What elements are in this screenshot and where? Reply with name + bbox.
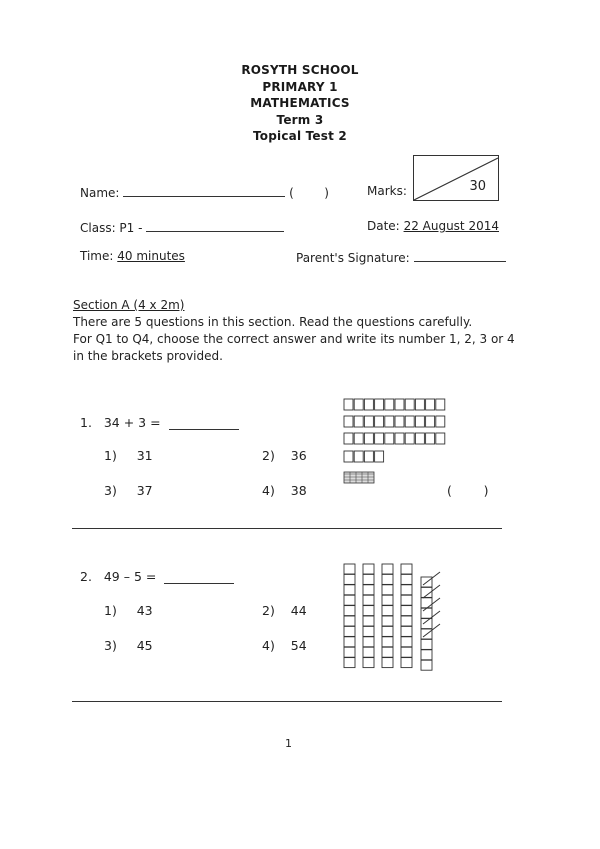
tens-unit-square <box>401 647 412 657</box>
instruction-line-2: For Q1 to Q4, choose the correct answer and write its number 1, 2, 3 or 4 <box>73 332 515 346</box>
subject: MATHEMATICS <box>250 96 350 110</box>
option-value: 31 <box>136 448 153 463</box>
tens-unit-square <box>401 585 412 595</box>
q2-tens-columns <box>344 564 432 670</box>
school-name: ROSYTH SCHOOL <box>241 63 359 77</box>
option-value: 36 <box>290 448 307 463</box>
level: PRIMARY 1 <box>262 79 338 94</box>
instruction-line-1: There are 5 questions in this section. Read the questions carefully. <box>73 315 473 329</box>
option-number: 1) <box>104 448 117 463</box>
tens-unit-square <box>401 595 412 605</box>
tens-unit-square <box>401 637 412 647</box>
tens-unit-square <box>344 585 355 595</box>
tens-unit-square <box>344 595 355 605</box>
tens-unit-square <box>344 626 355 636</box>
page-number: 1 <box>285 737 292 750</box>
option-value: 44 <box>290 603 307 618</box>
ones-square <box>421 660 432 670</box>
question-text: 34 + 3 = <box>103 415 161 430</box>
tens-unit-square <box>363 658 374 668</box>
test-title: Topical Test 2 <box>253 129 347 143</box>
ones-square <box>421 619 432 629</box>
date-label: Date: <box>367 219 400 233</box>
marks-label: Marks: <box>367 184 407 198</box>
tens-unit-square <box>344 564 355 574</box>
option-number: 3) <box>104 638 117 653</box>
tens-unit-square <box>344 606 355 616</box>
tens-unit-square <box>363 574 374 584</box>
ones-square <box>421 650 432 660</box>
instruction-line-3: in the brackets provided. <box>73 349 223 363</box>
tens-unit-square <box>401 616 412 626</box>
tens-unit-square <box>363 585 374 595</box>
tens-unit-square <box>401 658 412 668</box>
tens-unit-square <box>382 564 393 574</box>
option-number: 2) <box>262 448 275 463</box>
ones-square <box>421 598 432 608</box>
option-number: 3) <box>104 483 117 498</box>
tens-unit-square <box>382 585 393 595</box>
tens-unit-square <box>363 616 374 626</box>
option-value: 43 <box>136 603 153 618</box>
tens-unit-square <box>344 637 355 647</box>
tens-unit-square <box>382 595 393 605</box>
tens-unit-square <box>382 637 393 647</box>
date-value: 22 August 2014 <box>403 219 499 233</box>
tens-unit-square <box>344 574 355 584</box>
question-number: 2. <box>80 569 92 584</box>
option-number: 4) <box>262 638 275 653</box>
tens-unit-square <box>401 626 412 636</box>
tens-unit-square <box>382 616 393 626</box>
tens-unit-square <box>382 647 393 657</box>
option-value: 38 <box>290 483 307 498</box>
tens-unit-square <box>401 606 412 616</box>
class-label: Class: P1 - <box>80 221 143 235</box>
tens-unit-square <box>382 606 393 616</box>
signature-label: Parent's Signature: <box>296 251 410 265</box>
tens-unit-square <box>363 637 374 647</box>
tens-unit-square <box>382 574 393 584</box>
question-text: 49 – 5 = <box>103 569 157 584</box>
tens-unit-square <box>401 574 412 584</box>
tens-unit-square <box>363 647 374 657</box>
option-number: 2) <box>262 603 275 618</box>
tens-unit-square <box>344 616 355 626</box>
marks-total: 30 <box>469 179 486 194</box>
tens-unit-square <box>363 595 374 605</box>
question-number: 1. <box>80 415 92 430</box>
index-bracket[interactable]: ( ) <box>289 186 329 200</box>
tens-unit-square <box>363 626 374 636</box>
q1-answer-bracket[interactable]: ( ) <box>447 483 489 498</box>
option-value: 37 <box>136 483 153 498</box>
tens-unit-square <box>363 564 374 574</box>
tens-unit-square <box>363 606 374 616</box>
name-label: Name: <box>80 186 120 200</box>
tens-unit-square <box>344 658 355 668</box>
section-title: Section A (4 x 2m) <box>73 298 185 312</box>
time-label: Time: <box>80 249 114 263</box>
time-value: 40 minutes <box>117 249 185 263</box>
tens-unit-square <box>382 658 393 668</box>
ones-square <box>421 639 432 649</box>
question-divider-2 <box>72 701 502 702</box>
option-number: 1) <box>104 603 117 618</box>
option-value: 45 <box>136 638 153 653</box>
tens-unit-square <box>401 564 412 574</box>
option-value: 54 <box>290 638 307 653</box>
ones-square <box>421 608 432 618</box>
tens-unit-square <box>344 647 355 657</box>
tens-unit-square <box>382 626 393 636</box>
term: Term 3 <box>276 112 324 127</box>
option-number: 4) <box>262 483 275 498</box>
